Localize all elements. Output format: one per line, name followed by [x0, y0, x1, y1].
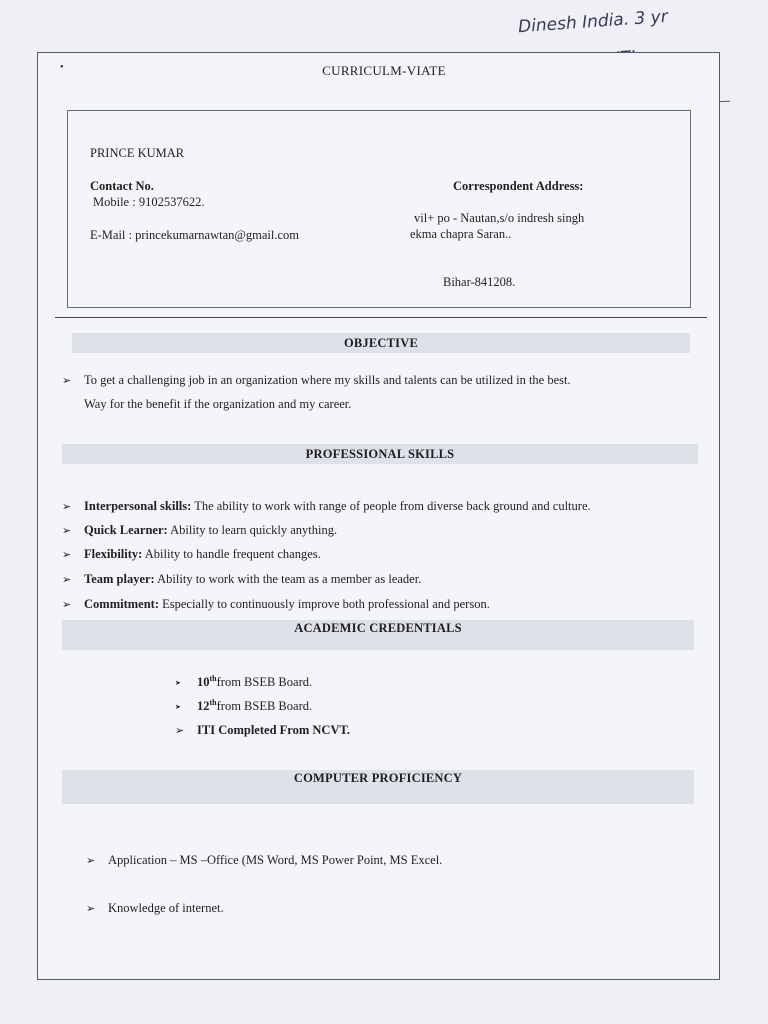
skill-item: ➢ Quick Learner: Ability to learn quickly anything. [62, 523, 338, 537]
address-line1: vil+ po - Nautan,s/o indresh singh [414, 211, 585, 225]
bullet-arrow-icon: ➢ [62, 524, 72, 537]
bullet-arrow-icon: ➢ [62, 374, 72, 387]
computer-heading: COMPUTER PROFICIENCY [62, 770, 694, 804]
candidate-name: PRINCE KUMAR [90, 146, 185, 160]
bullet-arrow-icon: ➢ [62, 573, 72, 586]
academic-item: ➤ 12thfrom BSEB Board. [175, 698, 313, 714]
computer-item: ➢ Application – MS –Office (MS Word, MS Power Point, MS Excel. [86, 853, 443, 867]
mobile-number: Mobile : 9102537622. [93, 195, 205, 209]
skill-item: ➢ Team player: Ability to work with the team as a member as leader. [62, 572, 422, 586]
bullet-arrow-icon: ➢ [62, 598, 72, 611]
objective-heading: OBJECTIVE [72, 333, 690, 353]
address-heading: Correspondent Address: [453, 179, 584, 193]
document-title: CURRICULM-VIATE [322, 63, 446, 78]
skills-heading: PROFESSIONAL SKILLS [62, 444, 698, 464]
academic-item: ➢ ITI Completed From NCVT. [175, 723, 351, 737]
address-line2: ekma chapra Saran.. [410, 227, 512, 241]
bullet-arrow-icon: ➢ [62, 548, 72, 561]
bullet-arrow-icon: ➢ [86, 902, 96, 915]
objective-line2: Way for the benefit if the organization and my career. [84, 397, 352, 411]
bullet-arrow-icon: ➢ [86, 854, 96, 867]
bullet-arrow-icon: ➤ [175, 679, 181, 688]
bullet-arrow-icon: ➢ [62, 500, 72, 513]
skill-item: ➢ Flexibility: Ability to handle frequent changes. [62, 547, 321, 561]
academic-item: ➤ 10thfrom BSEB Board. [175, 674, 313, 690]
stray-mark: • [60, 62, 64, 73]
address-line3: Bihar-841208. [443, 275, 516, 289]
contact-heading: Contact No. [90, 179, 154, 193]
handwritten-note-line1: Dinesh India. 3 yr [517, 6, 669, 38]
academic-heading: ACADEMIC CREDENTIALS [62, 620, 694, 650]
bullet-arrow-icon: ➢ [175, 724, 185, 737]
skill-item: ➢ Interpersonal skills: The ability to work with range of people from diverse back ground and culture. [62, 499, 591, 513]
computer-item: ➢ Knowledge of internet. [86, 901, 224, 915]
header-divider [55, 317, 707, 318]
bullet-arrow-icon: ➤ [175, 703, 181, 712]
skill-item: ➢ Commitment: Especially to continuously improve both professional and person. [62, 597, 490, 611]
email-address: E-Mail : princekumarnawtan@gmail.com [90, 228, 300, 242]
objective-line1: ➢ To get a challenging job in an organization where my skills and talents can be utilized in the best. [62, 373, 571, 387]
